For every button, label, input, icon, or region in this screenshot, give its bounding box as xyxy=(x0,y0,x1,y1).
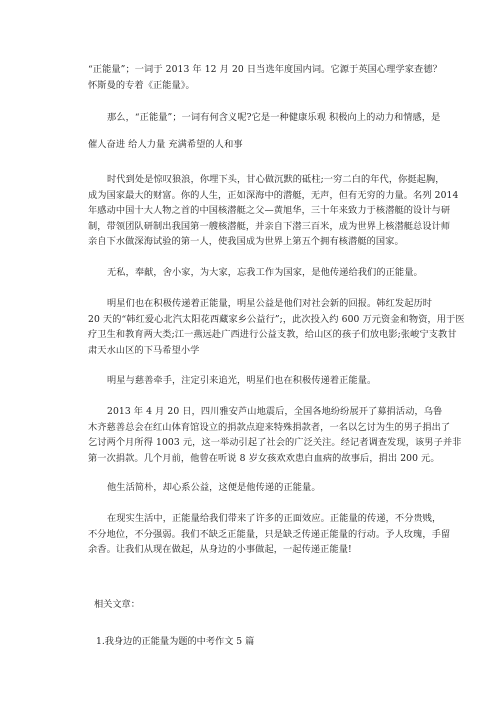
paragraph-meaning xyxy=(107,110,442,126)
text-line: 年感动中国十大人物之首的中国核潜艇之父—黄旭华，三十年来致力于核潜艇的设计与研 xyxy=(88,205,451,216)
text-line: 明星与慈善牵手，注定引来追光，明星们也在积极传递着正能量。 xyxy=(107,375,377,386)
paragraph-charity xyxy=(107,373,442,389)
text-line: 催人奋进 给人力量 充满希望的人和事 xyxy=(88,139,243,150)
paragraph-celebrities xyxy=(88,296,465,358)
related-articles-heading: 相关文章： xyxy=(94,599,140,610)
text-line: 他生活简朴，却心系公益，这便是他传递的正能量。 xyxy=(107,482,321,493)
text-line: 第一次捐款。几个月前，他曾在听说 8 岁女孩欢欢患白血病的故事后，捐出 200 元。 xyxy=(88,452,440,464)
text-line: 2013 年 4 月 20 日，四川雅安芦山地震后，全国各地纷纷展开了募捐活动，乌鲁 xyxy=(107,406,443,417)
text-line: 亲自下水做深海试验的第一人，使我国成为世界上第五个拥有核潜艇的国家。 xyxy=(88,236,404,247)
text-line: 制，带领团队研制出我国第一艘核潜艇，并亲自下潜三百米，成为世界上核潜艇总设计师 xyxy=(88,220,451,232)
text-line: 疗卫生和教育两大类;江一燕远赴广西进行公益支教，给山区的孩子们放电影;张峻宁支教甘 xyxy=(88,329,457,340)
paragraph-huang-xuhua xyxy=(88,172,459,250)
paragraph-donation xyxy=(88,404,462,466)
paragraph-conclusion xyxy=(88,511,451,558)
paragraph-meaning-cont xyxy=(88,137,423,153)
related-article-link[interactable]: 1.我身边的正能量为题的中考作文 5 篇 xyxy=(96,636,255,647)
text-line: 在现实生活中，正能量给我们带来了许多的正面效应。正能量的传递，不分贵贱， xyxy=(107,513,442,524)
text-line: 乞讨两个月所得 1003 元，这一举动引起了社会的广泛关注。经记者调查发现，该男子并非 xyxy=(88,437,462,448)
text-line: 余香。让我们从现在做起，从身边的小事做起，一起传递正能量! xyxy=(88,544,352,555)
text-line: 无私，奉献，舍小家，为大家，忘我工作为国家，是他传递给我们的正能量。 xyxy=(107,267,423,278)
paragraph-origin xyxy=(88,62,442,93)
text-line: 明星们也在积极传递着正能量，明星公益是他们对社会新的回报。韩红发起历时 xyxy=(107,298,433,309)
text-line: 不分地位，不分强弱。我们不缺乏正能量，只是缺乏传递正能量的行动。予人玫瑰，手留 xyxy=(88,528,451,540)
text-line: 那么，“正能量”；一词有何含义呢?它是一种健康乐观 积极向上的动力和情感，是 xyxy=(107,112,441,123)
text-line: 成为国家最大的财富。你的人生，正如深海中的潜艇，无声，但有无穷的力量。名列 2014 xyxy=(88,189,459,201)
paragraph-simple-life xyxy=(107,480,442,496)
text-line: “正能量”；一词于 2013 年 12 月 20 日当选年度国内词。它源于英国心理学家查德？ xyxy=(88,64,442,75)
text-line: 木齐慈善总会在红山体育馆设立的捐款点迎来特殊捐款者，一名以乞讨为生的男子捐出了 xyxy=(88,421,451,433)
paragraph-selfless xyxy=(107,265,442,281)
text-line: 时代到处是惊叹狼浪，你埋下头，甘心做沉默的砥柱;一穷二白的年代，你挺起胸， xyxy=(107,174,445,185)
text-line: 肃天水山区的下马希望小学 xyxy=(88,344,200,356)
text-line: 20 天的“韩红爱心北汽太阳花西藏家乡公益行”;，此次投入约 600 万元资金和物资，用于医 xyxy=(88,313,465,325)
text-line: 怀斯曼的专着《正能量》。 xyxy=(88,79,195,91)
